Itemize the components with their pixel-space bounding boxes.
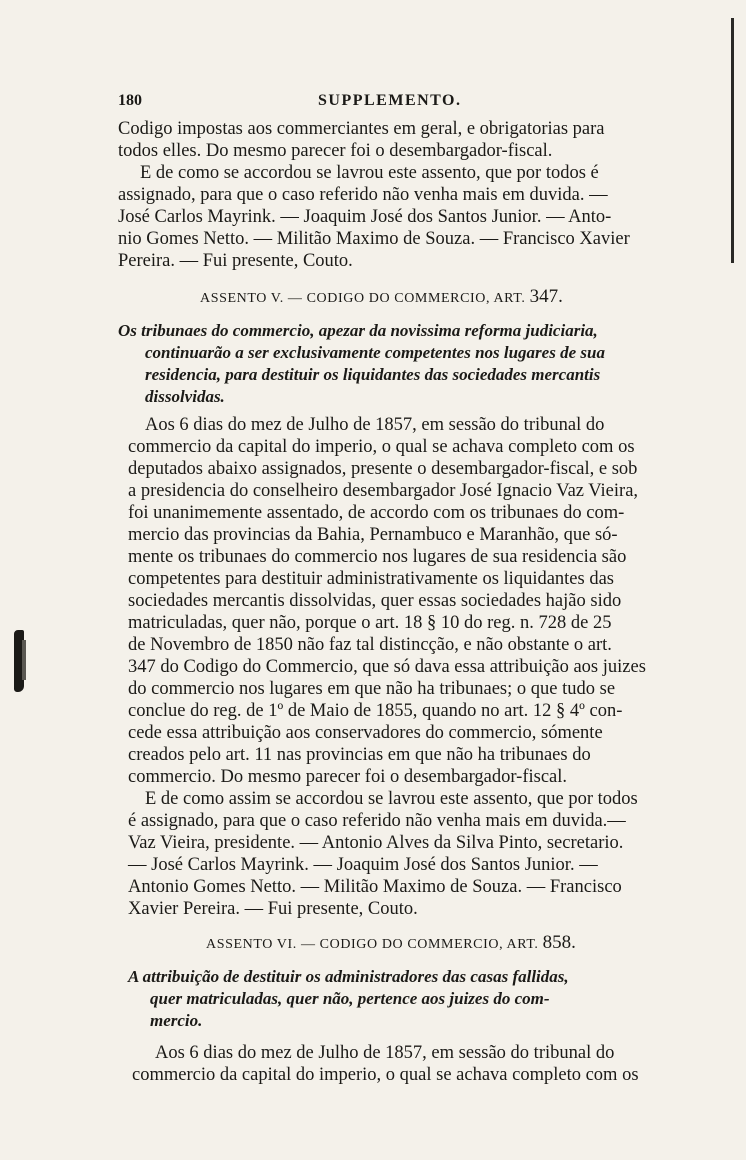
text-line: commercio. Do mesmo parecer foi o desembargador-fiscal. — [128, 767, 568, 787]
text-line: todos elles. Do mesmo parecer foi o desembargador-fiscal. — [118, 141, 553, 161]
text-line: commercio da capital do imperio, o qual se achava completo com os — [128, 437, 635, 457]
text-line: é assignado, para que o caso referido não venha mais em duvida.— — [128, 811, 626, 831]
text-line: conclue do reg. de 1º de Maio de 1855, quando no art. 12 § 4º con- — [128, 701, 623, 721]
text-line: E de como assim se accordou se lavrou este assento, que por todos — [145, 789, 638, 809]
text-line: José Carlos Mayrink. — Joaquim José dos Santos Junior. — Anto- — [118, 207, 612, 227]
text-line: sociedades mercantis dissolvidas, quer essas sociedades hajão sido — [128, 591, 622, 611]
text-line: creados pelo art. 11 nas provincias em que não ha tribunaes do — [128, 745, 591, 765]
summary-line: residencia, para destituir os liquidantes das sociedades mercantis — [145, 365, 601, 384]
text-line: cede essa attribuição aos conservadores do commercio, sómente — [128, 723, 603, 743]
text-line: mente os tribunaes do commercio nos lugares de sua residencia são — [128, 547, 627, 567]
text-line: Codigo impostas aos commerciantes em geral, e obrigatorias para — [118, 119, 605, 139]
text-line: deputados abaixo assignados, presente o desembargador-fiscal, e sob — [128, 459, 638, 479]
text-line: competentes para destituir administrativamente os liquidantes das — [128, 569, 615, 589]
heading-text: ASSENTO VI. — CODIGO DO COMMERCIO, ART. — [206, 937, 539, 952]
summary-line: mercio. — [150, 1011, 203, 1030]
text-line: mercio das provincias da Bahia, Pernambuco e Maranhão, que só- — [128, 525, 618, 545]
summary-line: A attribuição de destituir os administradores das casas fallidas, — [128, 967, 569, 986]
text-line: do commercio nos lugares em que não ha tribunaes; o que tudo se — [128, 679, 616, 699]
text-line: Xavier Pereira. — Fui presente, Couto. — [128, 899, 418, 919]
text-line: 347 do Codigo do Commercio, que só dava essa attribuição aos juizes — [128, 657, 646, 677]
text-line: Aos 6 dias do mez de Julho de 1857, em sessão do tribunal do — [155, 1043, 615, 1063]
text-line: — José Carlos Mayrink. — Joaquim José dos Santos Junior. — — [128, 855, 598, 875]
summary-line: quer matriculadas, quer não, pertence aos juizes do com- — [150, 989, 550, 1008]
summary-line: dissolvidas. — [145, 387, 225, 406]
text-line: commercio da capital do imperio, o qual se achava completo com os — [132, 1065, 639, 1085]
text-line: foi unanimemente assentado, de accordo com os tribunaes do com- — [128, 503, 625, 523]
text-line: assignado, para que o caso referido não venha mais em duvida. — — [118, 185, 608, 205]
summary-line: continuarão a ser exclusivamente competentes nos lugares de sua — [145, 343, 605, 362]
text-line: Pereira. — Fui presente, Couto. — [118, 251, 353, 271]
heading-article-number: 347. — [529, 286, 563, 307]
text-line: matriculadas, quer não, porque o art. 18 § 10 do reg. n. 728 de 25 — [128, 613, 612, 633]
text-line: Vaz Vieira, presidente. — Antonio Alves da Silva Pinto, secretario. — [128, 833, 624, 853]
text-line: a presidencia do conselheiro desembargador José Ignacio Vaz Vieira, — [128, 481, 639, 501]
heading-text: ASSENTO V. — CODIGO DO COMMERCIO, ART. — [200, 291, 526, 306]
summary-line: Os tribunaes do commercio, apezar da novissima reforma judiciaria, — [118, 321, 598, 340]
running-title: SUPPLEMENTO. — [318, 92, 462, 109]
page-number: 180 — [118, 92, 142, 109]
text-line: Antonio Gomes Netto. — Militão Maximo de Souza. — Francisco — [128, 877, 622, 897]
text-line: Aos 6 dias do mez de Julho de 1857, em sessão do tribunal do — [145, 415, 605, 435]
section-heading-assento-v — [200, 286, 563, 310]
ink-blot-mark-shadow — [22, 640, 26, 680]
section-heading-assento-vi — [206, 932, 576, 956]
page-edge-rule — [731, 18, 734, 263]
heading-article-number: 858. — [542, 932, 576, 953]
text-line: nio Gomes Netto. — Militão Maximo de Souza. — Francisco Xavier — [118, 229, 630, 249]
text-line: de Novembro de 1850 não faz tal distincção, e não obstante o art. — [128, 635, 612, 655]
text-line: E de como se accordou se lavrou este assento, que por todos é — [140, 163, 599, 183]
